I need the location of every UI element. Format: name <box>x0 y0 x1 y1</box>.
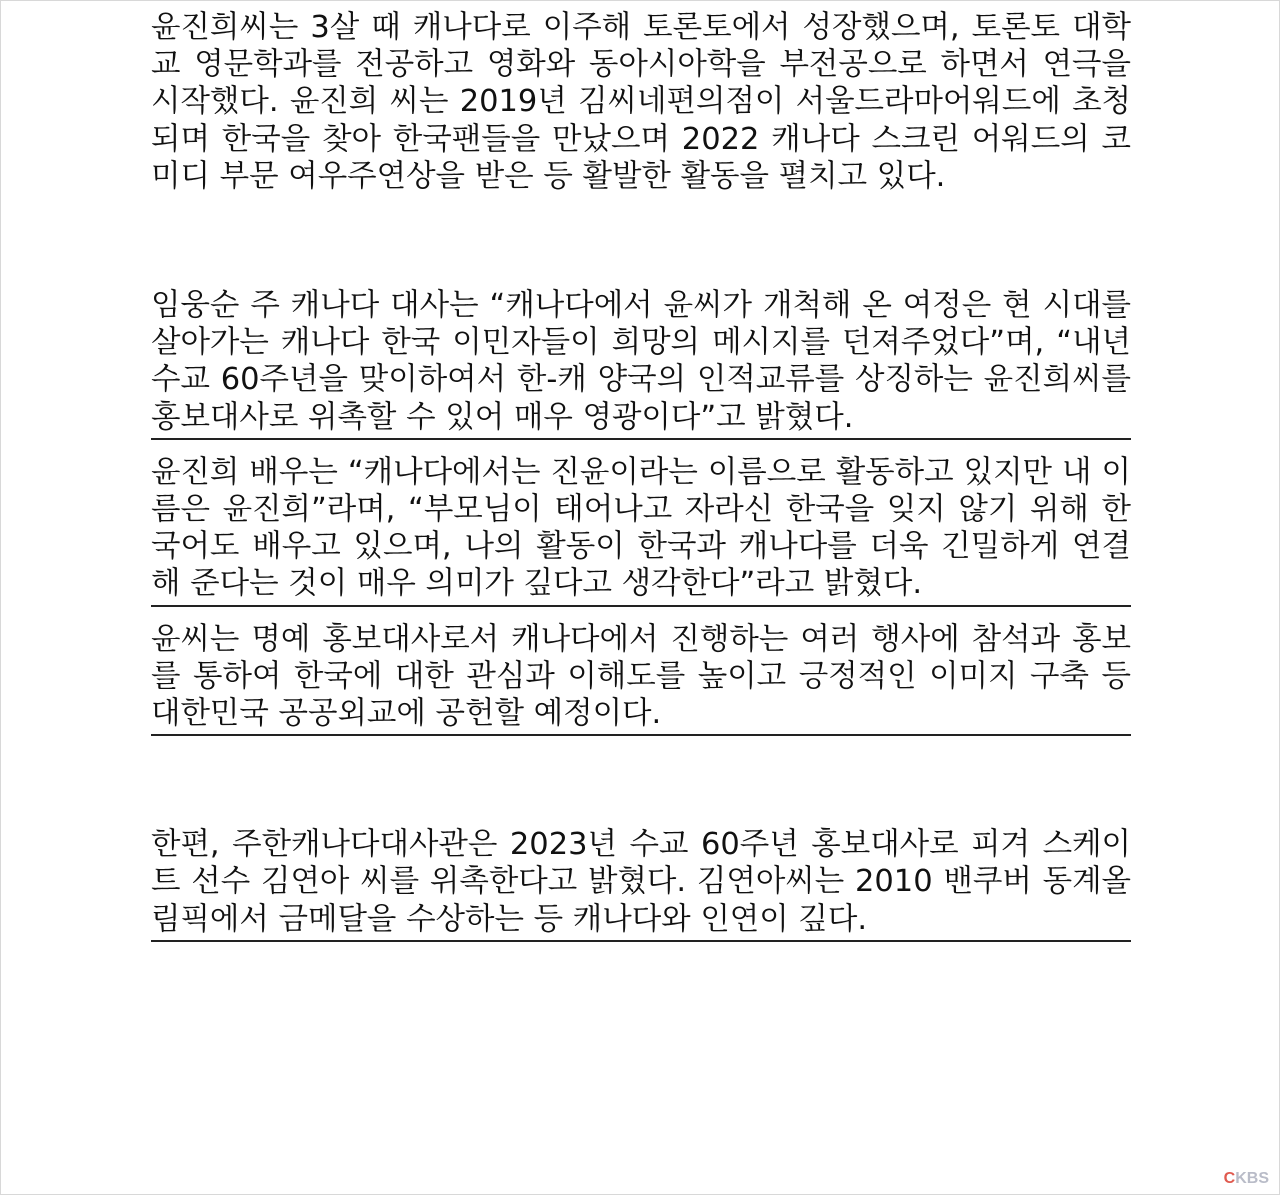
paragraph-actress-quote: 윤진희 배우는 “캐나다에서는 진윤이라는 이름으로 활동하고 있지만 내 이름은 윤진희”라며, “부모님이 태어나고 자라신 한국을 잊지 않기 위해 한국어도 배우고 있으며, 나의 활동이 한국과 캐나다를 더욱 긴밀하게 연결해 준다는 것이 매우 의미가 깊다고 생각한다”라고 밝혔다. <box>151 454 1131 607</box>
ckbs-watermark-logo <box>1224 1170 1269 1188</box>
paragraph-yoon-background: 윤진희씨는 3살 때 캐나다로 이주해 토론토에서 성장했으며, 토론토 대학교 영문학과를 전공하고 영화와 동아시아학을 부전공으로 하면서 연극을 시작했다. 윤진희 씨는 2019년 김씨네편의점이 서울드라마어워드에 초청되며 한국을 찾아 한국팬들을 만났으며 2022 캐나다 스크린 어워드의 코미디 부문 여우주연상을 받은 등 활발한 활동을 펼치고 있다. <box>151 10 1131 194</box>
watermark-letters-kbs: KBS <box>1235 1170 1269 1187</box>
paragraph-kim-yuna: 한편, 주한캐나다대사관은 2023년 수교 60주년 홍보대사로 피겨 스케이트 선수 김연아 씨를 위촉한다고 밝혔다. 김연아씨는 2010 밴쿠버 동계올림픽에서 금메달을 수상하는 등 캐나다와 인연이 깊다. <box>151 826 1131 942</box>
paragraph-honorary-ambassador-role: 윤씨는 명예 홍보대사로서 캐나다에서 진행하는 여러 행사에 참석과 홍보를 통하여 한국에 대한 관심과 이해도를 높이고 긍정적인 이미지 구축 등 대한민국 공공외교에 공헌할 예정이다. <box>151 621 1131 737</box>
watermark-letter-c: C <box>1223 1170 1236 1187</box>
paragraph-ambassador-quote: 임웅순 주 캐나다 대사는 “캐나다에서 윤씨가 개척해 온 여정은 현 시대를 살아가는 캐나다 한국 이민자들이 희망의 메시지를 던져주었다”며, “내년 수교 60주년을 맞이하여서 한-캐 양국의 인적교류를 상징하는 윤진희씨를 홍보대사로 위촉할 수 있어 매우 영광이다”고 밝혔다. <box>151 287 1131 440</box>
article-body <box>151 9 1131 942</box>
